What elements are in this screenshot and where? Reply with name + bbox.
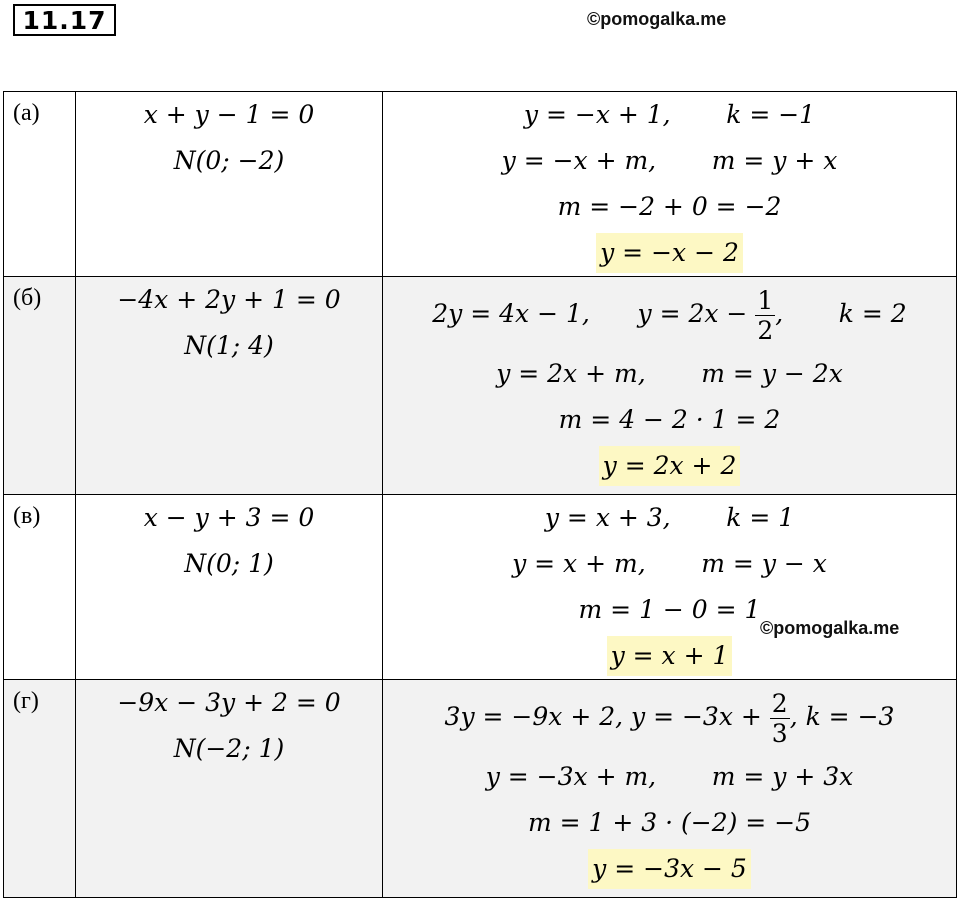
given-equation: −9x − 3y + 2 = 0 xyxy=(117,688,341,717)
row-label: (в) xyxy=(4,495,76,680)
fraction xyxy=(755,288,775,343)
row-label: (г) xyxy=(4,680,76,898)
solution-line: y = x + m, m = y − x xyxy=(512,549,827,578)
solution-text: , k = −3 xyxy=(789,702,895,731)
solution-line-with-fraction xyxy=(383,277,956,351)
fraction xyxy=(770,691,790,746)
fraction-denominator: 3 xyxy=(771,719,788,748)
solutions-table xyxy=(3,91,957,898)
solution-line-with-fraction xyxy=(383,680,956,754)
given-equation: x + y − 1 = 0 xyxy=(143,100,315,129)
fraction-denominator: 2 xyxy=(757,316,774,345)
fraction-numerator: 1 xyxy=(757,286,774,315)
answer-highlight: y = 2x + 2 xyxy=(599,446,741,486)
row-label: (б) xyxy=(4,277,76,495)
watermark-top: ©pomogalka.me xyxy=(587,9,727,29)
given-equation: x − y + 3 = 0 xyxy=(143,503,315,532)
solution-line: m = 1 − 0 = 1 xyxy=(578,595,761,624)
solution-line: y = x + 3, k = 1 xyxy=(544,503,795,532)
solution-text: 2y = 4x − 1, y = 2x − xyxy=(432,299,756,328)
solution-cell xyxy=(383,680,957,898)
problem-number: 11.17 xyxy=(13,4,116,36)
given-cell xyxy=(76,495,383,680)
row-label: (а) xyxy=(4,92,76,277)
answer-highlight: y = −x − 2 xyxy=(596,233,743,273)
answer-highlight: y = −3x − 5 xyxy=(588,849,751,889)
fraction-numerator: 2 xyxy=(771,689,788,718)
given-point: N(0; 1) xyxy=(184,549,274,578)
solution-text: , k = 2 xyxy=(775,299,907,328)
solution-text: 3y = −9x + 2, y = −3x + xyxy=(444,702,770,731)
table-row xyxy=(4,277,957,495)
given-cell xyxy=(76,680,383,898)
solution-cell xyxy=(383,92,957,277)
given-point: N(−2; 1) xyxy=(173,734,285,763)
given-point: N(1; 4) xyxy=(184,331,274,360)
table-row xyxy=(4,92,957,277)
solution-line: y = −3x + m, m = y + 3x xyxy=(485,762,854,791)
solution-cell xyxy=(383,277,957,495)
table-row xyxy=(4,680,957,898)
watermark-middle: ©pomogalka.me xyxy=(760,618,900,638)
given-cell xyxy=(76,92,383,277)
answer-highlight: y = x + 1 xyxy=(607,636,733,676)
solution-cell xyxy=(383,495,957,680)
solution-line: y = −x + 1, k = −1 xyxy=(523,100,816,129)
solution-line: m = 4 − 2 · 1 = 2 xyxy=(558,405,781,434)
table-row xyxy=(4,495,957,680)
solution-line: m = −2 + 0 = −2 xyxy=(557,192,782,221)
solution-line: y = 2x + m, m = y − 2x xyxy=(496,359,843,388)
given-equation: −4x + 2y + 1 = 0 xyxy=(117,285,341,314)
given-cell xyxy=(76,277,383,495)
solution-line: y = −x + m, m = y + x xyxy=(501,146,838,175)
given-point: N(0; −2) xyxy=(173,146,285,175)
solution-line: m = 1 + 3 · (−2) = −5 xyxy=(527,808,812,837)
